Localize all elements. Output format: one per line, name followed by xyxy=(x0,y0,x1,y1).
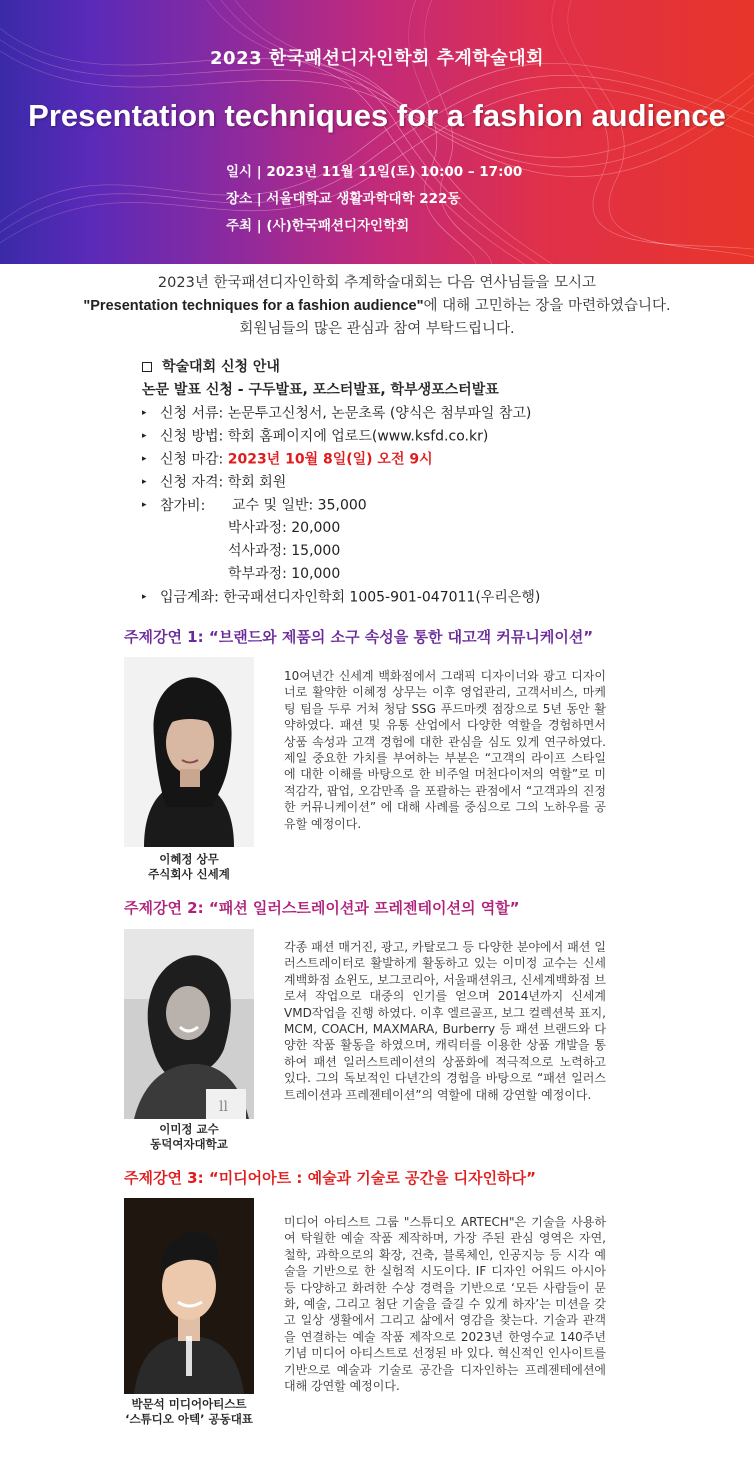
registration-item: ▸ 신청 서류: 논문투고신청서, 논문초록 (양식은 첨부파일 참고) xyxy=(142,402,540,425)
triangle-bullet-icon: ▸ xyxy=(142,500,147,510)
speaker-1-bio: 10여년간 신세계 백화점에서 그래픽 디자이너와 광고 디자이너로 활약한 이혜정 상무는 이후 영업관리, 고객서비스, 마케팅 팀을 두루 거쳐 청담 SSG 푸드마켓 점장으로 5년 동안 활약하였다. 패션 및 유통 산업에서 다양한 역할을 경험하면서 상품 속성과 고객 경험에 대한 관심을 심도 있게 연구하였다. 제일 중요한 가치를 부여하는 부분은 “고객의 라이프 스타일에 대한 이해를 바탕으로 한 비주얼 머천다이저의 역할”로 미적감각, 팝업, 오감만족 을 포괄하는 관점에서 “고객과의 진정한 커뮤니케이션” 에 대해 사례를 중심으로 그의 노하우를 공유할 예정이다. xyxy=(284,669,606,831)
lecture-3-title: 주제강연 3: “미디어아트 : 예술과 기술로 공간을 디자인하다” xyxy=(124,1169,536,1187)
event-venue xyxy=(226,189,522,216)
host-value: (사)한국패션디자인학회 xyxy=(266,218,410,234)
fee-value: 석사과정: 15,000 xyxy=(228,543,341,559)
speaker-1-photo xyxy=(124,657,254,847)
date-label: 일시 | xyxy=(226,164,262,180)
conference-name: 2023 한국패션디자인학회 추계학술대회 xyxy=(210,48,544,69)
intro-theme: "Presentation techniques for a fashion audience" xyxy=(83,298,424,314)
speaker-2-caption xyxy=(104,1122,274,1152)
fee-value: 학부과정: 10,000 xyxy=(228,566,341,582)
svg-text:ll: ll xyxy=(219,1099,228,1115)
intro-line-2 xyxy=(0,295,754,318)
registration-item: ▸ 신청 방법: 학회 홈페이지에 업로드(www.ksfd.co.kr) xyxy=(142,425,540,448)
venue-label: 장소 | xyxy=(226,191,262,207)
triangle-bullet-icon: ▸ xyxy=(142,431,147,441)
bank-account: ▸ 입금계좌: 한국패션디자인학회 1005-901-047011(우리은행) xyxy=(142,586,540,609)
registration-item: ▸ 신청 자격: 학회 회원 xyxy=(142,471,540,494)
speaker-3-caption xyxy=(104,1397,274,1427)
event-date xyxy=(226,162,522,189)
speaker-3-photo xyxy=(124,1198,254,1394)
host-label: 주최 | xyxy=(226,218,262,234)
speaker-1-name: 이혜정 상무 xyxy=(159,852,219,866)
header-banner xyxy=(0,0,754,264)
speaker-2-photo xyxy=(124,929,254,1119)
speaker-2-affiliation: 동덕여자대학교 xyxy=(150,1137,228,1151)
triangle-bullet-icon: ▸ xyxy=(142,454,147,464)
intro-text xyxy=(0,272,754,341)
deadline: 2023년 10월 8일(일) 오전 9시 xyxy=(227,451,433,468)
triangle-bullet-icon: ▸ xyxy=(142,592,147,602)
fee-value: 박사과정: 20,000 xyxy=(228,520,341,536)
event-info xyxy=(226,162,522,243)
triangle-bullet-icon: ▸ xyxy=(142,408,147,418)
fee-label: 참가비: xyxy=(160,497,206,514)
lecture-1-title: 주제강연 1: “브랜드와 제품의 소구 속성을 통한 대고객 커뮤니케이션” xyxy=(124,628,594,646)
lecture-2-title: 주제강연 2: “패션 일러스트레이션과 프레젠테이션의 역할” xyxy=(124,899,520,917)
speaker-2-name: 이미정 교수 xyxy=(159,1122,219,1136)
speaker-3-name: 박문석 미디어아티스트 xyxy=(131,1397,247,1411)
triangle-bullet-icon: ▸ xyxy=(142,477,147,487)
registration-item: ▸ 신청 마감: 2023년 10월 8일(일) 오전 9시 xyxy=(142,448,540,471)
conference-title: Presentation techniques for a fashion audience xyxy=(28,98,726,133)
intro-line-1: 2023년 한국패션디자인학회 추계학술대회는 다음 연사님들을 모시고 xyxy=(157,275,597,291)
intro-line-2-rest: 에 대해 고민하는 장을 마련하였습니다. xyxy=(423,298,671,314)
speaker-1-caption xyxy=(104,852,274,882)
intro-line-3: 회원님들의 많은 관심과 참여 부탁드립니다. xyxy=(239,321,515,337)
speaker-1-affiliation: 주식회사 신세계 xyxy=(148,867,230,881)
event-host xyxy=(226,216,522,243)
registration-subheading: 논문 발표 신청 - 구두발표, 포스터발표, 학부생포스터발표 xyxy=(142,382,499,398)
checkbox-square-icon xyxy=(142,362,152,372)
registration-info xyxy=(142,356,540,609)
speaker-2-bio: 각종 패션 매거진, 광고, 카탈로그 등 다양한 분야에서 패션 일러스트레이터로 활발하게 활동하고 있는 이미정 교수는 신세계백화점 쇼윈도, 보그코리아, 서울패션위크, 신세계백화점 브로셔 작업으로 대중의 인기를 얻으며 2014년까지 신세계 VMD작업을 진행 하였다. 이후 엘르골프, 보그 컬렉션북 표지, MCM, COACH, MAXMARA, Burberry 등 패션 브랜드와 다양한 작품 활동을 하였으며, 캐릭터를 이용한 상품 개발을 통하여 패션 일러스트레이션의 상품화에 적극적으로 노력하고 있다. 그의 독보적인 다년간의 경험을 바탕으로 “패션 일러스트레이션과 프레젠테이션”의 역할에 대해 강연할 예정이다. xyxy=(284,940,606,1102)
speaker-3-bio: 미디어 아티스트 그룹 "스튜디오 ARTECH"은 기술을 사용하여 탁월한 예술 작품 제작하며, 가장 주된 관심 영역은 자연, 철학, 과학으로의 확장, 건축, 블록체인, 인공지능 등 시각 예술을 기반으로 한 실험적 시도이다. IF 디자인 어워드 아시아 등 다양하고 화려한 수상 경력을 기반으로 ‘모든 사람들이 문화, 예술, 그리고 첨단 기술을 즐길 수 있게 하자’는 미션을 갖고 일상 생활에서 그리고 삶에서 영감을 찾는다. 기술과 관객을 연결하는 예술 작품 제작으로 2023년 한영수교 140주년 기념 미디어 아티스트로 선정된 바 있다. 혁신적인 인사이트를 기반으로 예술과 기술로 공간을 디자인하는 프레젠테에션에 대해 강연할 예정이다. xyxy=(284,1215,606,1394)
fee-row xyxy=(142,494,540,517)
date-value: 2023년 11월 11일(토) 10:00 – 17:00 xyxy=(266,164,523,180)
registration-heading: 학술대회 신청 안내 xyxy=(142,356,540,379)
speaker-3-affiliation: ‘스튜디오 아텍’ 공동대표 xyxy=(125,1412,253,1426)
venue-value: 서울대학교 생활과학대학 222동 xyxy=(266,191,461,207)
fee-value: 교수 및 일반: 35,000 xyxy=(232,497,367,514)
